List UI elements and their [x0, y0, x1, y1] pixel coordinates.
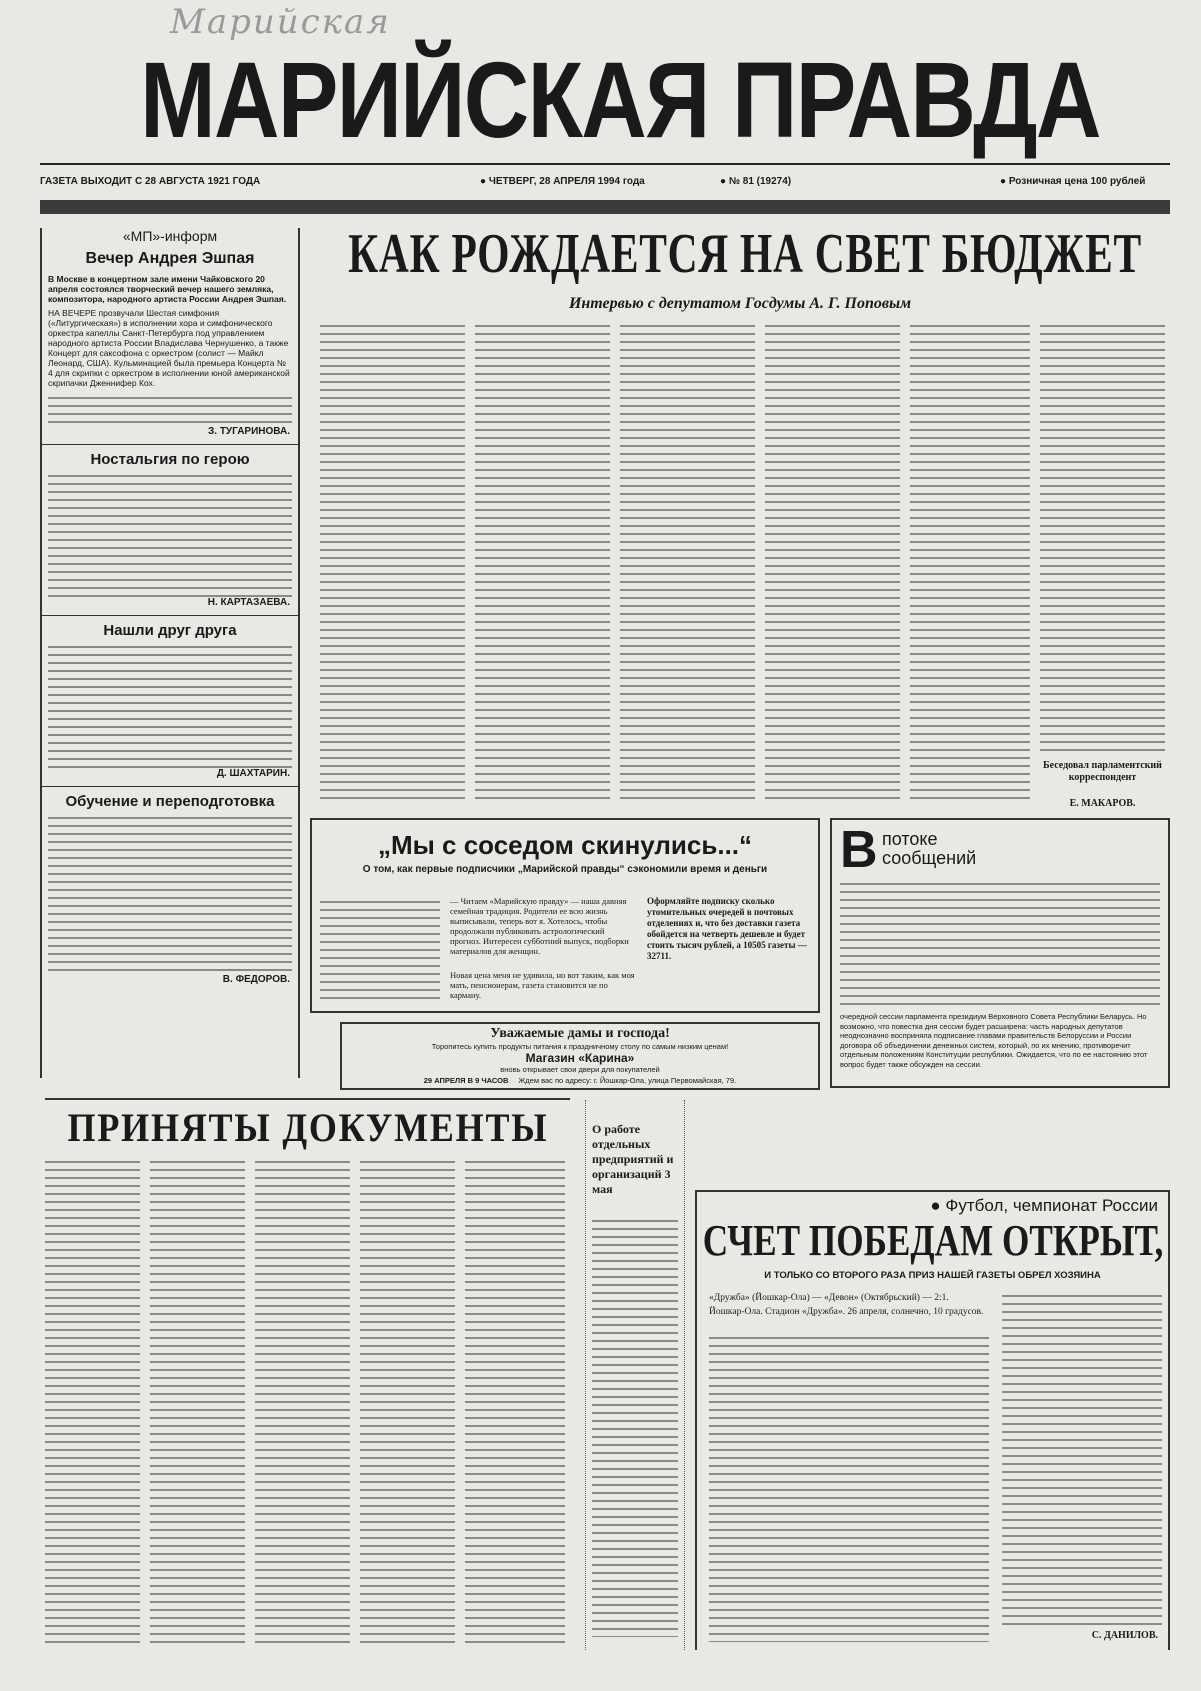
author: Н. КАРТАЗАЕВА.: [207, 597, 290, 608]
ad-karina: [340, 1022, 820, 1090]
divider-bar: [40, 200, 1170, 214]
left-column: [40, 228, 300, 1078]
work-title: О работе отдельных предприятий и организаций 3 мая: [592, 1122, 674, 1196]
article-title: Ностальгия по герою: [42, 444, 298, 468]
ad-title: Уважаемые дамы и господа!: [490, 1026, 670, 1041]
quote: — Читаем «Марийскую правду» — наша давняя семейная традиция. Родители ее всю жизнь выписывали, теперь вот я. Хотелось, чтобы продолжали публиковать астрологический прогноз. Интересен субботний выпуск, подборки материалов для женщин.: [450, 896, 629, 956]
documents-section: [45, 1098, 570, 1154]
drop-cap: В: [840, 821, 878, 879]
rubric: Футбол, чемпионат России: [945, 1196, 1158, 1215]
football-article: [695, 1190, 1170, 1650]
ad-address: Ждем вас по адресу: г. Йошкар-Ола, улица Первомайская, 79.: [518, 1076, 737, 1085]
main-headline-wrap: [315, 222, 1175, 288]
section-title: потоке: [882, 829, 938, 849]
ad-shop: Магазин «Карина»: [525, 1051, 635, 1065]
article-title: Вечер Андрея Эшпая: [85, 250, 255, 267]
ad-date: 29 АПРЕЛЯ В 9 ЧАСОВ: [423, 1076, 509, 1085]
author: В. ФЕДОРОВ.: [222, 974, 290, 985]
author: С. ДАНИЛОВ.: [1091, 1630, 1158, 1641]
football-rubric: ● Футбол, чемпионат России: [930, 1196, 1158, 1215]
work-schedule: [585, 1100, 685, 1650]
news-stream: [830, 818, 1170, 1088]
main-subhead: Интервью с депутатом Госдумы А. Г. Поповым: [568, 295, 912, 312]
quote: Оформляйте подписку сколько утомительных очередей в почтовых отделениях и, что без доставки газета обойдется на четверть дешевле и будет стоить тысяч рублей, а 10505 газеты — 32711.: [647, 896, 807, 961]
ad-text: Торопитесь купить продукты питания к праздничному столу по самым низким ценам!: [431, 1042, 729, 1051]
main-author: Е. МАКАРОВ.: [1069, 798, 1136, 809]
article-subtitle: О том, как первые подписчики „Марийской правды“ сэкономили время и деньги: [362, 864, 768, 875]
neighbor-article: [310, 818, 820, 1013]
author: З. ТУГАРИНОВА.: [208, 426, 290, 437]
article-lead: В Москве в концертном зале имени Чайковского 20 апреля состоялся творческий вечер нашего земляка, композитора, народного артиста России Андрея Эшпая.: [48, 274, 287, 304]
football-headline: СЧЕТ ПОБЕДАМ ОТКРЫТ,: [702, 1216, 1163, 1265]
section-title: сообщений: [882, 848, 977, 868]
documents-headline: ПРИНЯТЫ ДОКУМЕНТЫ: [67, 1105, 548, 1150]
article-title: Нашли друг друга: [42, 615, 298, 639]
date: ● ЧЕТВЕРГ, 28 АПРЕЛЯ 1994 года: [480, 176, 645, 187]
since: ГАЗЕТА ВЫХОДИТ С 28 АВГУСТА 1921 ГОДА: [40, 176, 261, 187]
match-venue: Йошкар-Ола. Стадион «Дружба». 26 апреля, солнечно, 10 градусов.: [709, 1307, 984, 1317]
match-result: «Дружба» (Йошкар-Ола) — «Девон» (Октябрьский) — 2:1.: [709, 1293, 949, 1303]
masthead-wrap: [70, 39, 1170, 160]
news-item: очередной сессии парламента президиум Верховного Совета Республики Беларусь. Но возможно, что повестка дня сессии будет расширена: часть народных депутатов неоднозначно восприняла подписание главами правительств Белоруссии и России договора об объединении денежных систем, который, по их мнению, противоречит отдельным положениям Конституции республики. Ожидается, что по ее настоянию этот вопрос будет также обсужден на сессии.: [840, 1012, 1148, 1069]
handwritten-note: Марийская: [170, 2, 391, 42]
article-body: НА ВЕЧЕРЕ прозвучали Шестая симфония («Литургическая») в исполнении хора и симфонического оркестра капеллы Санкт-Петербурга под управлением народного артиста России Владислава Чернушенко, а также Концерт для саксофона с оркестром (солист — Майкл Леонард, США). Кульминацией была премьера Концерта № 4 для скрипки с оркестром в исполнении юной американской скрипачки Дженнифер Кох.: [48, 308, 290, 388]
article-title: Обучение и переподготовка: [42, 786, 298, 810]
ad-text: вновь открывает свои двери для покупателей: [500, 1065, 660, 1074]
author-role: Беседовал парламентский корреспондент: [1043, 760, 1162, 783]
article-title: „Мы с соседом скинулись...“: [377, 830, 753, 860]
divider: [40, 163, 1170, 165]
price: ● Розничная цена 100 рублей: [1000, 176, 1145, 187]
author: Д. ШАХТАРИН.: [216, 768, 290, 779]
rubric: «МП»-информ: [122, 228, 218, 244]
masthead: МАРИЙСКАЯ ПРАВДА: [140, 39, 1100, 160]
main-headline: КАК РОЖДАЕТСЯ НА СВЕТ БЮДЖЕТ: [348, 223, 1142, 285]
quote: Новая цена меня не удивила, но вот таким, как моя мать, пенсионерам, газета становится не по карману.: [450, 970, 635, 1000]
info-row: [40, 176, 1170, 190]
football-subhead: И ТОЛЬКО СО ВТОРОГО РАЗА ПРИЗ НАШЕЙ ГАЗЕТЫ ОБРЕЛ ХОЗЯИНА: [764, 1270, 1101, 1281]
issue-number: ● № 81 (19274): [720, 176, 791, 187]
